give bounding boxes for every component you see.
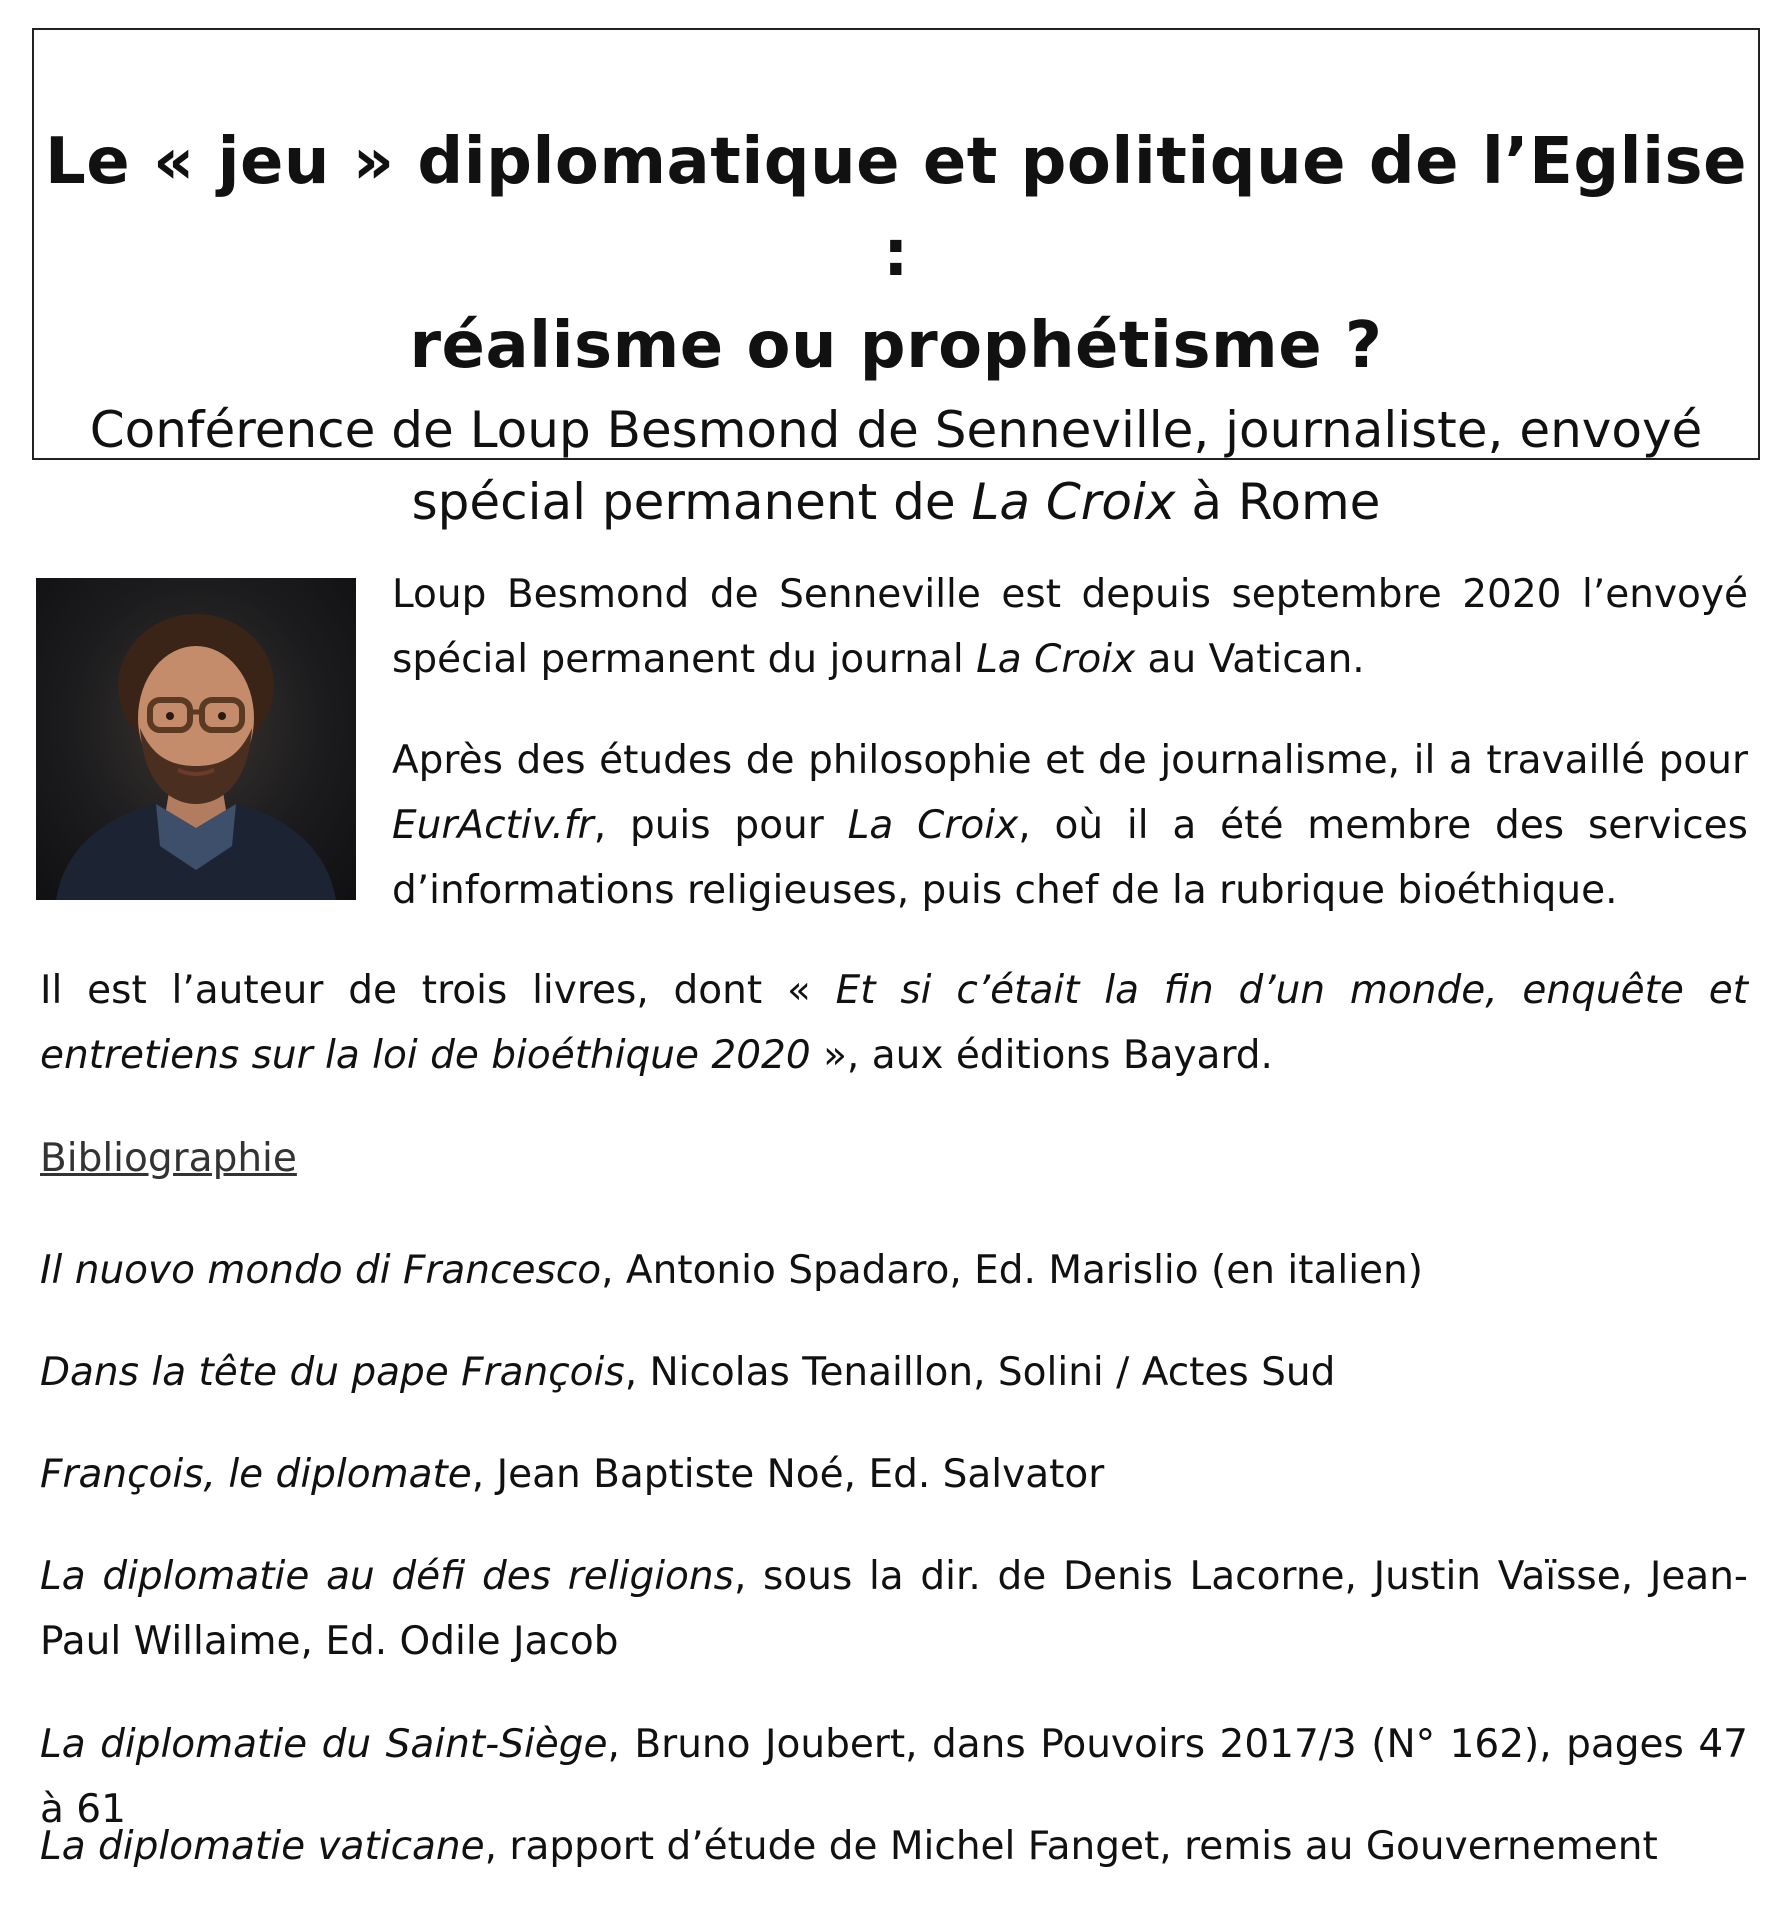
- subtitle-journal: La Croix: [971, 473, 1176, 531]
- bibliography-heading: Bibliographie: [40, 1136, 297, 1181]
- book-title: Il nuovo mondo di Francesco: [40, 1248, 602, 1293]
- book-details: , rapport d’étude de Michel Fanget, remis au Gouvernement: [484, 1824, 1658, 1869]
- book-title: La diplomatie au défi des religions: [40, 1554, 734, 1599]
- bio-p2-site: EurActiv.fr: [392, 803, 594, 848]
- bio-p1-end: au Vatican.: [1135, 637, 1365, 682]
- book-title: La diplomatie vaticane: [40, 1824, 485, 1869]
- bio-paragraph-1: [392, 562, 1748, 692]
- author-p-text: Il est l’auteur de trois livres, dont «: [40, 968, 836, 1013]
- bio-p2-end: , où il a été membre des services d’informations religieuses, puis chef de la rubrique bioéthique.: [392, 803, 1748, 913]
- book-title: François, le diplomate: [40, 1452, 472, 1497]
- book-details: , Jean Baptiste Noé, Ed. Salvator: [471, 1452, 1105, 1497]
- book-details: , Nicolas Tenaillon, Solini / Actes Sud: [624, 1350, 1336, 1395]
- book-details: , Bruno Joubert, dans Pouvoirs 2017/3 (N° 162), pages 47 à 61: [40, 1722, 1748, 1832]
- book-details: , sous la dir. de Denis Lacorne, Justin Vaïsse, Jean-Paul Willaime, Ed. Odile Jacob: [40, 1554, 1749, 1664]
- bibliography-item-1: [40, 1238, 1748, 1303]
- title-line-1: Le « jeu » diplomatique et politique de l’Eglise :: [44, 125, 1748, 291]
- bibliography-item-4: [40, 1544, 1748, 1674]
- bio-p1-journal: La Croix: [976, 637, 1136, 682]
- bio-p2-journal: La Croix: [847, 803, 1019, 848]
- title-box: [32, 28, 1760, 531]
- book-title: Dans la tête du pape François: [40, 1350, 625, 1395]
- author-paragraph: [40, 958, 1748, 1088]
- bibliography-item-3: [40, 1442, 1748, 1507]
- title-line-2: réalisme ou prophétisme ?: [409, 309, 1383, 383]
- speaker-photo: [36, 578, 356, 900]
- portrait-image: [36, 578, 356, 900]
- author-book-title: Et si c’était la fin d’un monde, enquête et entretiens sur la loi de bioéthique 2020: [40, 968, 1748, 1078]
- bio-p2-text: Après des études de philosophie et de journalisme, il a travaillé pour: [392, 738, 1748, 783]
- bio-p1-text: Loup Besmond de Senneville est depuis septembre 2020 l’envoyé spécial permanent du journal: [392, 572, 1748, 682]
- book-details: , Antonio Spadaro, Ed. Marislio (en italien): [601, 1248, 1423, 1293]
- bio-paragraph-2: [392, 728, 1748, 923]
- subtitle: [34, 394, 1758, 538]
- book-title: La diplomatie du Saint-Siège: [40, 1722, 608, 1767]
- author-p-end: », aux éditions Bayard.: [810, 1033, 1273, 1078]
- subtitle-end: à Rome: [1175, 473, 1381, 531]
- bibliography-item-6: [40, 1814, 1748, 1879]
- subtitle-text: Conférence de Loup Besmond de Senneville, journaliste, envoyé spécial permanent de: [89, 401, 1703, 531]
- bibliography-item-2: [40, 1340, 1748, 1405]
- bio-p2-mid: , puis pour: [593, 803, 848, 848]
